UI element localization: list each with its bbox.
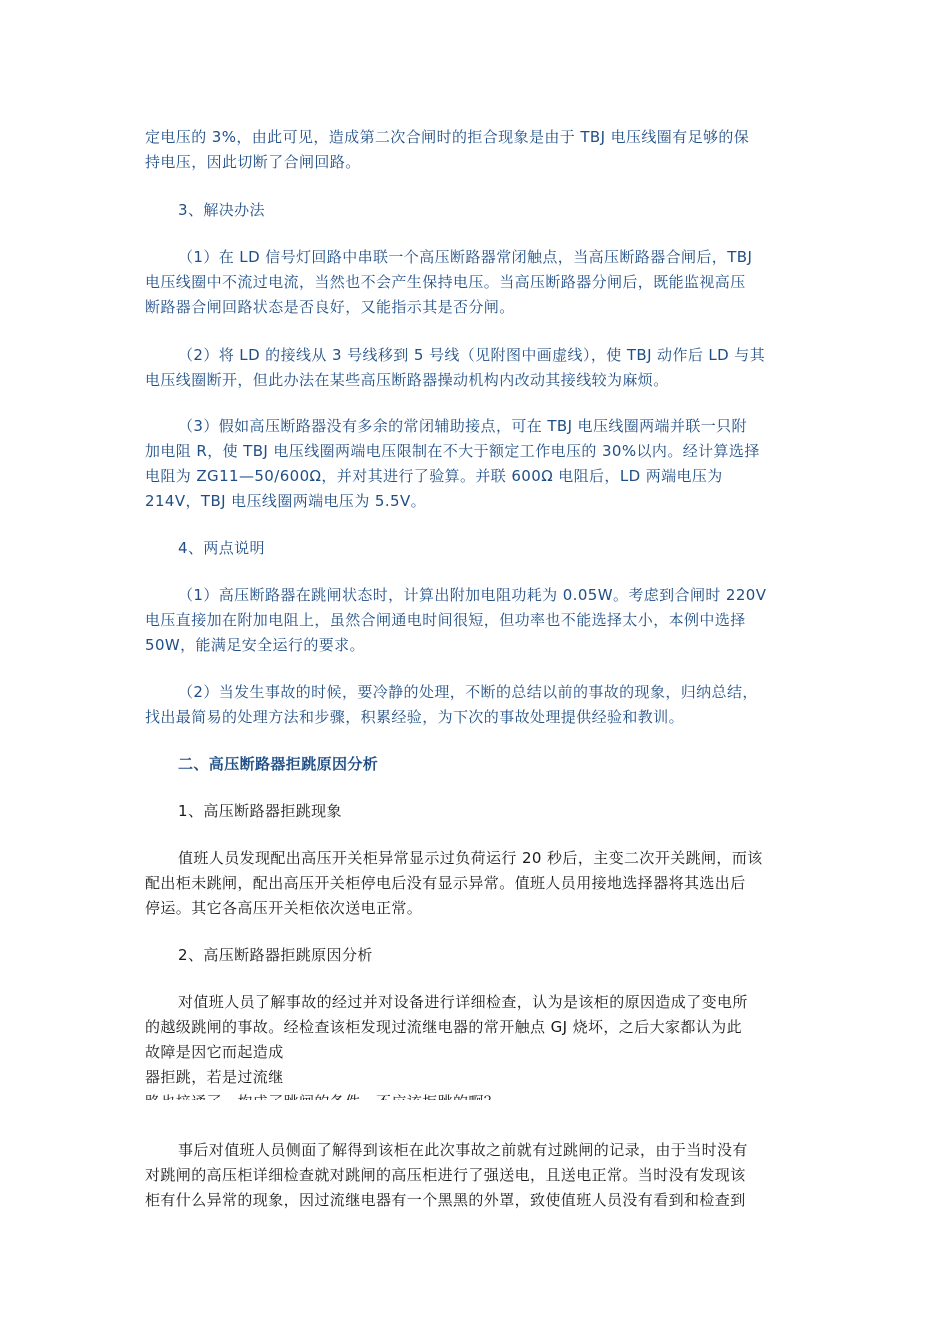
- section-heading: 4、两点说明: [178, 539, 265, 557]
- paragraph-line: （1）高压断路器在跳闸状态时，计算出附加电阻功耗为 0.05W。考虑到合闸时 220V: [178, 586, 767, 604]
- paragraph-line: 柜有什么异常的现象，因过流继电器有一个黑黑的外罩，致使值班人员没有看到和检查到: [145, 1191, 746, 1209]
- cropped-text-mask: [140, 1100, 820, 1116]
- paragraph-line: 器拒跳，若是过流继: [145, 1068, 284, 1086]
- paragraph-line: 值班人员发现配出高压开关柜异常显示过负荷运行 20 秒后，主变二次开关跳闸，而该: [178, 849, 763, 867]
- paragraph-line: 50W，能满足安全运行的要求。: [145, 636, 365, 654]
- paragraph-line: 对跳闸的高压柜详细检查就对跳闸的高压柜进行了强送电，且送电正常。当时没有发现该: [145, 1166, 746, 1184]
- paragraph-line: 事后对值班人员侧面了解得到该柜在此次事故之前就有过跳闸的记录，由于当时没有: [178, 1141, 748, 1159]
- paragraph-line: 的越级跳闸的事故。经检查该柜发现过流继电器的常开触点 GJ 烧坏，之后大家都认为此: [145, 1018, 742, 1036]
- paragraph-line: 定电压的 3%，由此可见，造成第二次合闸时的拒合现象是由于 TBJ 电压线圈有足够的保: [145, 128, 750, 146]
- section-heading: 3、解决办法: [178, 201, 265, 219]
- paragraph-line: （3）假如高压断路器没有多余的常闭辅助接点，可在 TBJ 电压线圈两端并联一只附: [178, 417, 747, 435]
- paragraph-line: （1）在 LD 信号灯回路中串联一个高压断路器常闭触点，当高压断路器合闸后，TBJ: [178, 248, 753, 266]
- paragraph-line: 找出最简易的处理方法和步骤，积累经验，为下次的事故处理提供经验和教训。: [145, 708, 685, 726]
- paragraph-line: 电阻为 ZG11—50/600Ω，并对其进行了验算。并联 600Ω 电阻后，LD 两端电压为: [145, 467, 723, 485]
- paragraph-line: （2）当发生事故的时候，要冷静的处理，不断的总结以前的事故的现象，归纳总结，: [178, 683, 758, 701]
- paragraph-line: 电压线圈断开，但此办法在某些高压断路器操动机构内改动其接线较为麻烦。: [145, 371, 669, 389]
- paragraph-line: 故障是因它而起造成: [145, 1043, 284, 1061]
- paragraph-line: 加电阻 R，使 TBJ 电压线圈两端电压限制在不大于额定工作电压的 30%以内。经计算选择: [145, 442, 760, 460]
- paragraph-line: 对值班人员了解事故的经过并对设备进行详细检查，认为是该柜的原因造成了变电所: [178, 993, 748, 1011]
- paragraph-line: 电压线圈中不流过电流，当然也不会产生保持电压。当高压断路器分闸后，既能监视高压: [145, 273, 746, 291]
- paragraph-line: 停运。其它各高压开关柜依次送电正常。: [145, 899, 423, 917]
- paragraph-line: 电压直接加在附加电阻上，虽然合闸通电时间很短，但功率也不能选择太小，本例中选择: [145, 611, 746, 629]
- paragraph-line: 断路器合闸回路状态是否良好，又能指示其是否分闸。: [145, 298, 515, 316]
- section-heading: 二、高压断路器拒跳原因分析: [178, 755, 379, 773]
- subsection-heading: 2、高压断路器拒跳原因分析: [178, 946, 373, 964]
- paragraph-line: 持电压，因此切断了合闸回路。: [145, 153, 361, 171]
- paragraph-line: 214V，TBJ 电压线圈两端电压为 5.5V。: [145, 492, 427, 510]
- paragraph-line: 配出柜未跳闸，配出高压开关柜停电后没有显示异常。值班人员用接地选择器将其选出后: [145, 874, 746, 892]
- subsection-heading: 1、高压断路器拒跳现象: [178, 802, 342, 820]
- paragraph-line: （2）将 LD 的接线从 3 号线移到 5 号线（见附图中画虚线），使 TBJ 动作后 LD 与其: [178, 346, 766, 364]
